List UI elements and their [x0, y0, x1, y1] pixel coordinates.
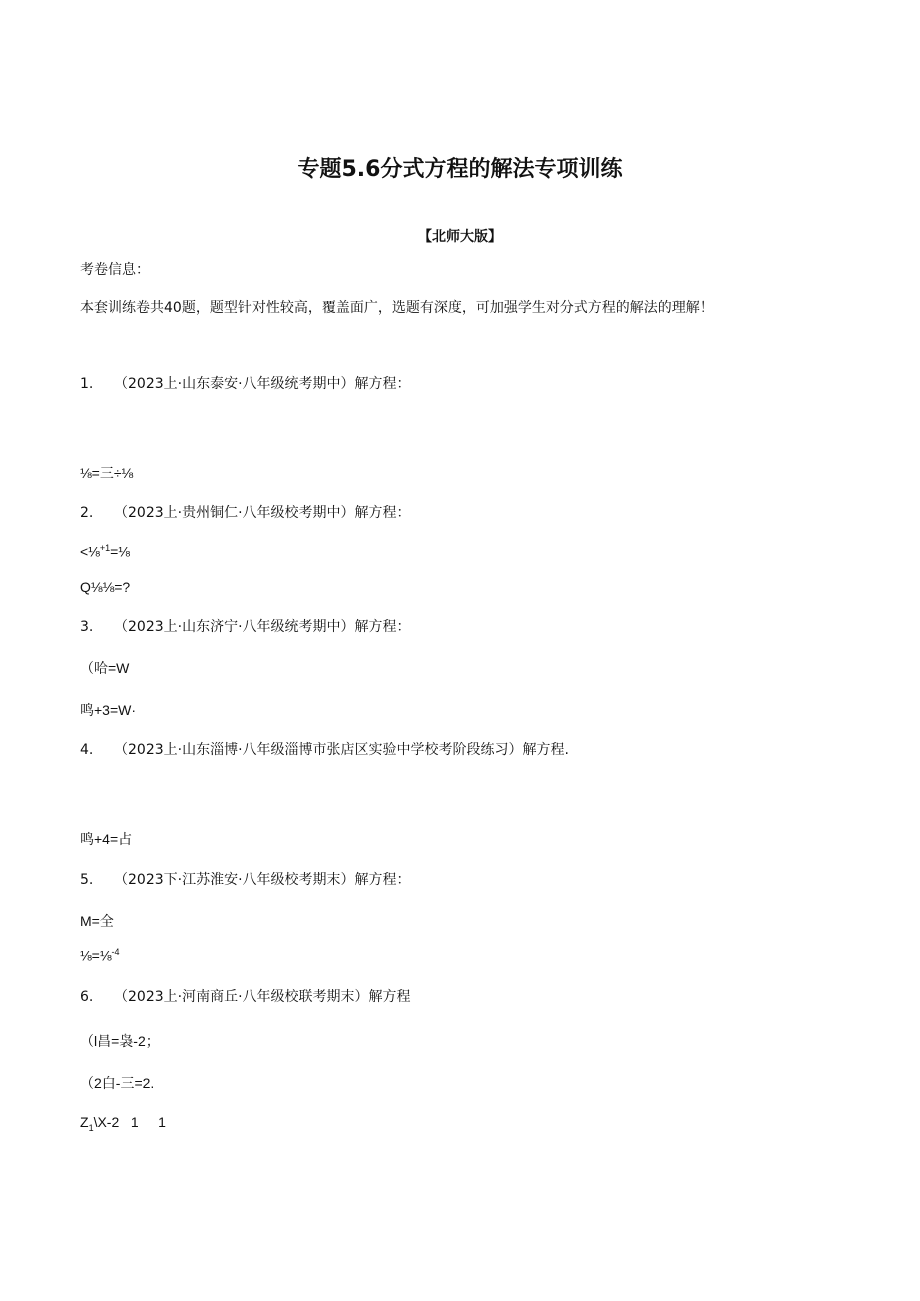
- equation-6b: （2白-三=2.: [80, 1075, 155, 1091]
- equation-3b: 鸣+3=W·: [80, 702, 137, 718]
- equation-superscript: -4: [111, 947, 120, 957]
- question-5: [80, 869, 411, 889]
- question-number: 6.: [80, 989, 94, 1005]
- intro-text: 本套训练卷共40题，题型针对性较高，覆盖面广，选题有深度，可加强学生对分式方程的解法的理解！: [80, 300, 714, 316]
- equation-2a: [80, 543, 130, 560]
- question-number: 1.: [80, 376, 94, 392]
- equation-6a: （l昌=袅-2；: [80, 1033, 160, 1049]
- equation-4a: 鸣+4=占: [80, 831, 133, 847]
- question-6: [80, 986, 411, 1006]
- equation-tail: =⅛: [110, 543, 130, 560]
- edition-label: 【北师大版】: [418, 229, 502, 245]
- equation-2b: Q⅛⅛=?: [80, 579, 131, 595]
- question-number: 5.: [80, 872, 94, 888]
- equation-subscript: 1: [88, 1122, 94, 1133]
- question-number: 4.: [80, 742, 94, 758]
- question-source: （2023上·贵州铜仁·八年级校考期中）解方程：: [114, 505, 411, 521]
- question-source: （2023上·河南商丘·八年级校联考期末）解方程: [114, 989, 411, 1005]
- question-source: （2023上·山东泰安·八年级统考期中）解方程：: [114, 376, 411, 392]
- question-source: （2023下·江苏淮安·八年级校考期末）解方程：: [114, 872, 411, 888]
- question-4: [80, 739, 569, 759]
- question-2: [80, 502, 411, 522]
- question-number: 2.: [80, 505, 94, 521]
- equation-5b: [80, 947, 120, 964]
- equation-6c: [80, 1114, 166, 1133]
- info-label: 考卷信息：: [80, 262, 150, 278]
- equation-main: ⅛=⅛: [80, 947, 112, 964]
- equation-tail: \X-2 1 1: [93, 1114, 166, 1130]
- question-1: [80, 373, 411, 393]
- page-title: 专题5.6分式方程的解法专项训练: [297, 157, 623, 182]
- question-source: （2023上·山东淄博·八年级淄博市张店区实验中学校考阶段练习）解方程.: [114, 742, 569, 758]
- equation-3a: （哈=W: [80, 660, 130, 676]
- question-number: 3.: [80, 619, 94, 635]
- equation-main: <⅛: [80, 543, 100, 560]
- question-source: （2023上·山东济宁·八年级统考期中）解方程：: [114, 619, 411, 635]
- equation-superscript: +1: [99, 543, 111, 553]
- equation-5a: M=全: [80, 913, 114, 929]
- equation-main: Z: [80, 1114, 89, 1130]
- equation-1: ⅛=三÷⅛: [80, 465, 134, 481]
- question-3: [80, 616, 411, 636]
